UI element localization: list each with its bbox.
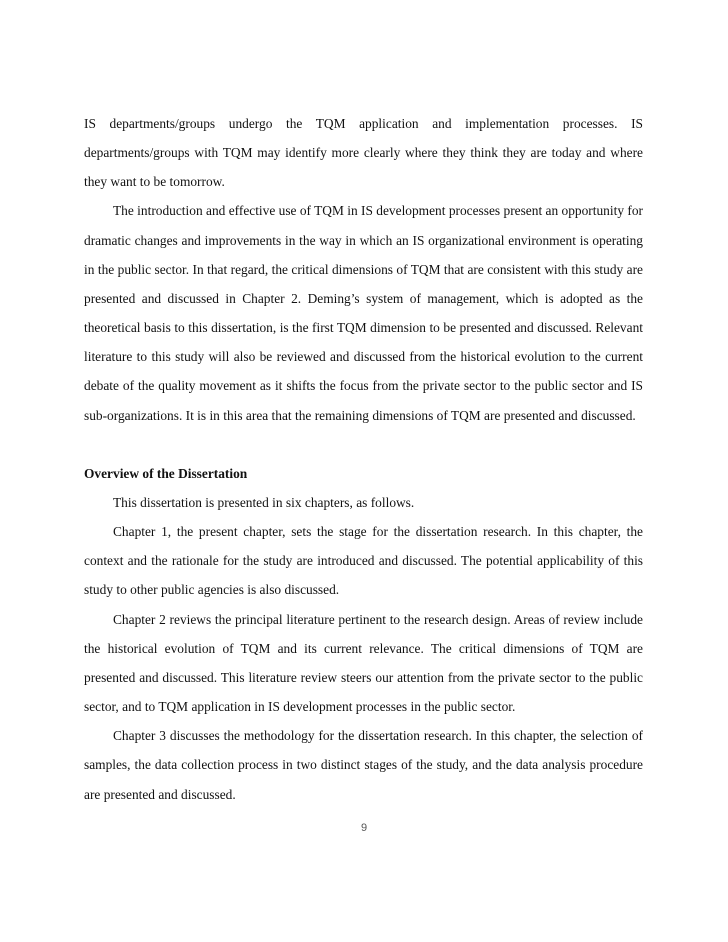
paragraph-chapter-1: Chapter 1, the present chapter, sets the stage for the dissertation research. In this chapter, the context and the rationale for the study are introduced and discussed. The potential applicability of this study to other public agencies is also discussed. <box>84 524 643 598</box>
paragraph-overview-intro: This dissertation is presented in six chapters, as follows. <box>113 495 415 511</box>
section-spacer <box>84 430 643 459</box>
page-number: 9 <box>360 822 368 834</box>
paragraph-tqm-introduction: The introduction and effective use of TQM in IS development processes present an opportunity for dramatic changes and improvements in the way in which an IS organizational environment is operating in the public sector. In that regard, the critical dimensions of TQM that are consistent with this study are presented and discussed in Chapter 2. Deming’s system of management, which is adopted as the theoretical basis to this dissertation, is the first TQM dimension to be presented and discussed. Relevant literature to this study will also be reviewed and discussed from the historical evolution to the current debate of the quality movement as it shifts the focus from the private sector to the public sector and IS sub-organizations. It is in this area that the remaining dimensions of TQM are presented and discussed. <box>84 203 643 423</box>
section-heading: Overview of the Dissertation <box>84 465 248 481</box>
paragraph-continuation: IS departments/groups undergo the TQM application and implementation processes. IS departments/groups with TQM may identify more clearly where they think they are today and where they want to be tomorrow. <box>84 116 643 190</box>
paragraph-chapter-2: Chapter 2 reviews the principal literature pertinent to the research design. Areas of review include the historical evolution of TQM and its current relevance. The critical dimensions of TQM are presented and discussed. This literature review steers our attention from the private sector to the public sector, and to TQM application in IS development processes in the public sector. <box>84 611 643 715</box>
body-text <box>84 109 643 809</box>
paragraph-chapter-3: Chapter 3 discusses the methodology for the dissertation research. In this chapter, the selection of samples, the data collection process in two distinct stages of the study, and the data analysis procedure are presented and discussed. <box>84 728 643 802</box>
